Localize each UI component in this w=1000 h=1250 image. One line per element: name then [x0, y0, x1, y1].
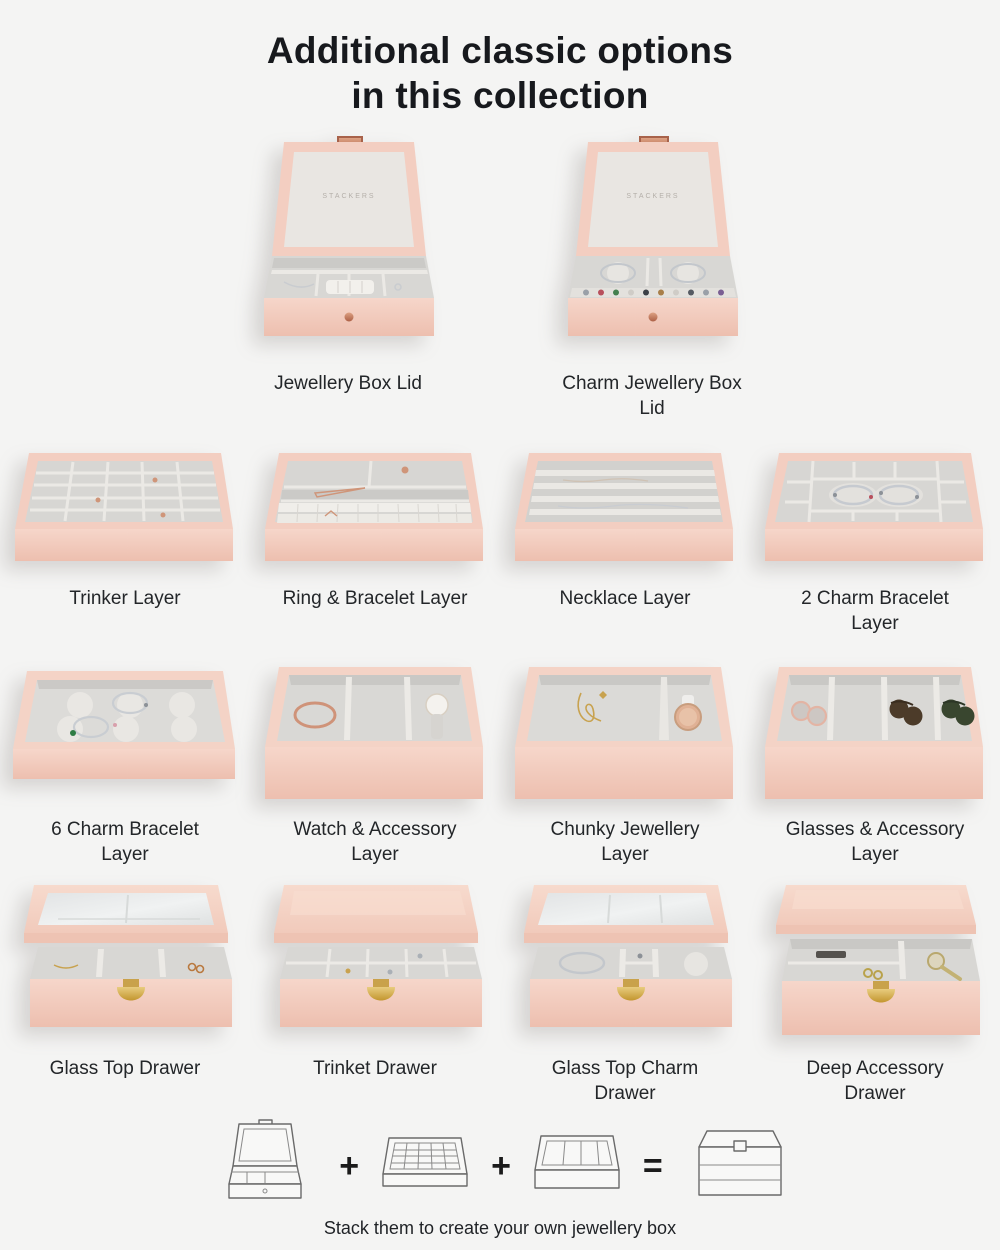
page-title-line2: in this collection: [351, 75, 649, 117]
photo-glass-top-charm-drawer: [500, 877, 750, 1047]
product-card-trinket-drawer: [252, 877, 498, 1081]
stacked-box-outline-icon: [677, 1121, 793, 1211]
product-card-glasses-accessory-layer: [752, 653, 998, 867]
product-label: Trinker Layer: [69, 588, 181, 610]
equals-icon: =: [642, 1146, 663, 1185]
photo-necklace-layer: [503, 437, 747, 577]
photo-watch-accessory-layer: [253, 653, 497, 808]
product-card-trinker-layer: [2, 437, 248, 611]
page-title-line1: Additional classic options: [266, 30, 734, 71]
photo-trinket-drawer: [250, 877, 500, 1047]
product-row-lids: [208, 132, 792, 421]
product-card-deep-accessory-drawer: [752, 877, 998, 1106]
product-card-charm-jewellery-box-lid: [512, 132, 792, 421]
product-card-glass-top-charm-drawer: [502, 877, 748, 1106]
plus-icon: +: [339, 1146, 360, 1185]
photo-deep-accessory-drawer: [750, 877, 1000, 1047]
product-card-2-charm-bracelet-layer: [752, 437, 998, 636]
product-label: 2 Charm Bracelet Layer: [801, 588, 949, 635]
brand-embossed-text: STACKERS: [626, 193, 680, 201]
deep-layer-outline-icon: [525, 1126, 629, 1206]
photo-charm-jewellery-box-lid: [522, 132, 782, 362]
product-label: 6 Charm Bracelet Layer: [51, 818, 199, 865]
product-card-6-charm-bracelet-layer: [2, 653, 248, 867]
photo-trinker-layer: [3, 437, 247, 577]
product-row-drawers: [2, 877, 998, 1106]
product-label: Glass Top Drawer: [49, 1057, 201, 1079]
product-label: Ring & Bracelet Layer: [282, 588, 468, 610]
lid-box-outline-icon: [207, 1118, 325, 1214]
photo-glasses-accessory-layer: [753, 653, 997, 808]
stacking-diagram: [207, 1118, 793, 1214]
photo-ring-bracelet-layer: [253, 437, 497, 577]
product-label: Charm Jewellery Box Lid: [562, 373, 742, 420]
product-label: Watch & Accessory Layer: [293, 818, 457, 865]
product-label: Necklace Layer: [559, 588, 691, 610]
product-card-watch-accessory-layer: [252, 653, 498, 867]
product-card-jewellery-box-lid: [208, 132, 488, 396]
product-card-ring-bracelet-layer: [252, 437, 498, 611]
product-label: Jewellery Box Lid: [274, 373, 422, 395]
plus-icon: +: [491, 1146, 511, 1185]
product-card-chunky-jewellery-layer: [502, 653, 748, 867]
photo-6-charm-bracelet-layer: [3, 653, 247, 808]
brand-embossed-text: STACKERS: [322, 193, 376, 201]
product-row-layers-2: [2, 653, 998, 867]
product-label: Glasses & Accessory Layer: [785, 818, 965, 865]
product-label: Deep Accessory Drawer: [806, 1057, 944, 1104]
trinket-layer-outline-icon: [373, 1126, 477, 1206]
product-card-necklace-layer: [502, 437, 748, 611]
photo-glass-top-drawer: [0, 877, 250, 1047]
photo-chunky-jewellery-layer: [503, 653, 747, 808]
product-label: Trinket Drawer: [313, 1057, 437, 1079]
diagram-caption: Stack them to create your own jewellery box: [323, 1217, 677, 1238]
photo-jewellery-box-lid: [218, 132, 478, 362]
photo-2-charm-bracelet-layer: [753, 437, 997, 577]
product-label: Glass Top Charm Drawer: [551, 1057, 699, 1104]
page-title: [267, 28, 733, 118]
product-row-layers-1: [2, 437, 998, 636]
product-label: Chunky Jewellery Layer: [550, 818, 700, 865]
product-card-glass-top-drawer: [2, 877, 248, 1081]
